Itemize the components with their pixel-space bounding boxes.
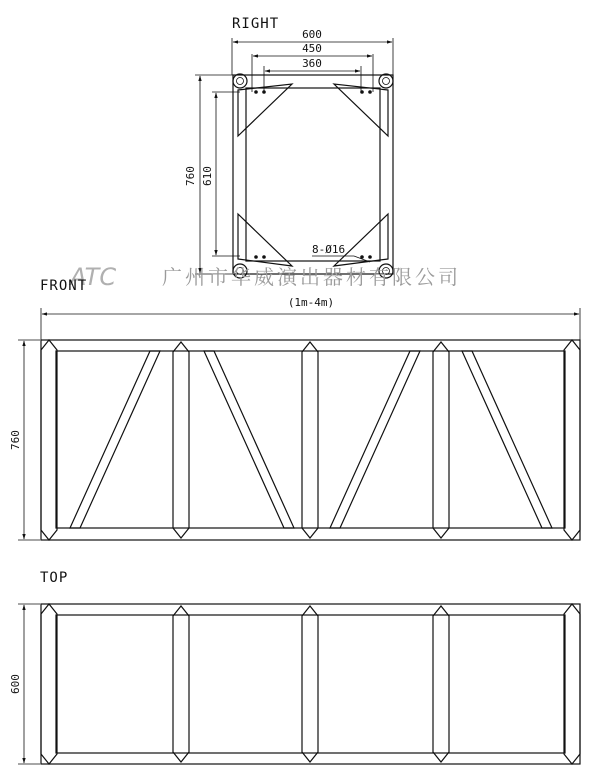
top-chords bbox=[41, 604, 580, 764]
top-view-title: TOP bbox=[40, 570, 69, 586]
dim-length: (1m-4m) bbox=[287, 296, 335, 309]
dim-width-360: 360 bbox=[302, 57, 322, 70]
watermark bbox=[68, 263, 461, 291]
dim-height-600-top: 600 bbox=[9, 674, 22, 694]
right-view-title: RIGHT bbox=[232, 16, 280, 32]
dim-height-760-front: 760 bbox=[9, 430, 22, 450]
front-view bbox=[9, 278, 580, 540]
top-verticals bbox=[41, 604, 580, 764]
dim-height-760-right: 760 bbox=[184, 166, 197, 186]
front-view-title: FRONT bbox=[40, 278, 88, 294]
watermark-company: 广州市华威演出器材有限公司 bbox=[162, 265, 461, 289]
bolt-holes bbox=[254, 90, 372, 259]
dim-height-610: 610 bbox=[201, 166, 214, 186]
front-chords bbox=[41, 340, 580, 540]
hole-note-text: 8-Ø16 bbox=[312, 243, 346, 256]
watermark-logo: ATC bbox=[70, 263, 117, 291]
right-view bbox=[184, 16, 393, 278]
front-diagonals bbox=[70, 351, 552, 528]
dim-width-450: 450 bbox=[302, 42, 322, 55]
front-verticals bbox=[41, 340, 580, 540]
top-view bbox=[9, 570, 580, 764]
dim-width-600: 600 bbox=[302, 28, 322, 41]
right-height-dimensions bbox=[184, 75, 240, 274]
right-width-dimensions bbox=[232, 28, 393, 92]
